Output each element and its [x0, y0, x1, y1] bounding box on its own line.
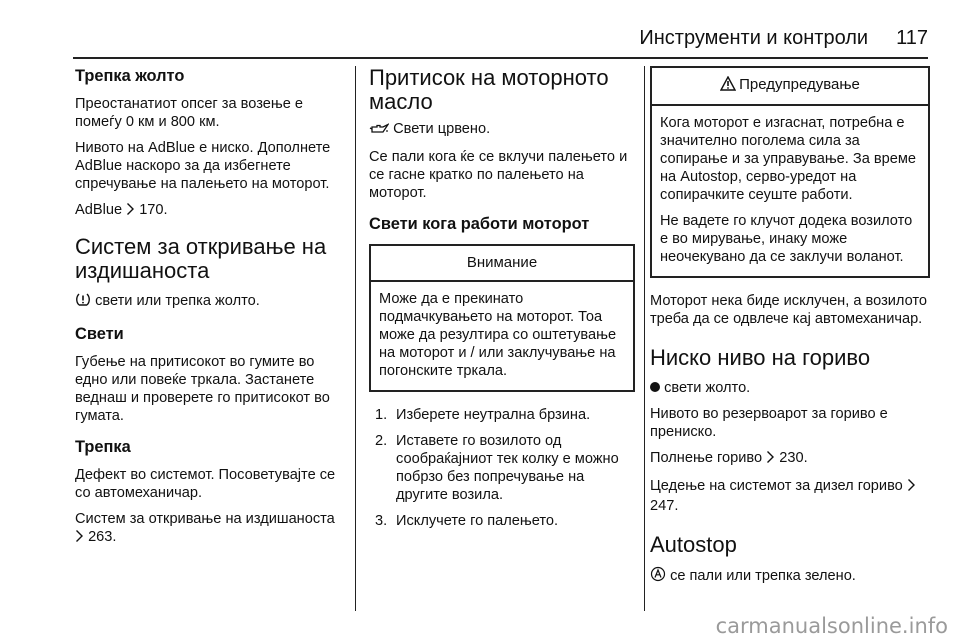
text-pressure-loss: Губење на притисокот во гумите во едно или повеќе тркала. Застанете веднаш и проверете го притисокот во гумата.: [75, 354, 330, 424]
warning-text-1: Кога моторот е изгаснат, потребна е значително поголема сила за сопирање и за управување. За време на Autostop, серво-уредот на сопирачките сеуште работи.: [660, 115, 917, 203]
oil-can-icon: [369, 122, 389, 140]
caution-text: Може да е прекинато подмачкувањето на моторот. Тоа може да резултира со оштетување на моторот и / или заклучување на погонските тркала.: [379, 291, 617, 379]
text-tow: Моторот нека биде исклучен, а возилото треба да се одвлече кај автомеханичар.: [650, 293, 928, 327]
warning-text-2: Не вадете го клучот додека возилото е во мирување, инаку може неочекувано да се заклучи воланот.: [660, 213, 913, 265]
header-title: Инструменти и контроли: [639, 27, 869, 49]
autostop-a-icon: [650, 566, 666, 587]
oil-status: Свети црвено.: [369, 120, 635, 140]
warning-triangle-icon: [720, 76, 736, 96]
diesel-reference: Цедење на системот за дизел гориво 247.: [650, 477, 930, 515]
list-item: 2. Иставете го возилото од сообраќајниот тек колку е можно побрзо без попречување на другите возила.: [375, 433, 619, 503]
fuel-reference: Полнење гориво 230.: [650, 449, 930, 469]
header-rule: [73, 57, 928, 59]
fuel-dot-icon: [650, 382, 660, 392]
heading-autostop: Autostop: [650, 532, 737, 557]
tpms-reference: Систем за откривање на издишаноста 263.: [75, 510, 347, 548]
warning-title: Предупредување: [739, 76, 860, 93]
text-range: Преостанатиот опсег за возење е помеѓу 0 км и 800 км.: [75, 96, 303, 130]
warning-header: [652, 68, 928, 106]
watermark: carmanualsonline.info: [715, 614, 948, 638]
heading-tpms: Систем за откривање на издишаноста: [75, 234, 327, 283]
reference-arrow-icon: [75, 529, 84, 548]
text-adblue-low: Нивото на AdBlue е ниско. Дополнете AdBlue наскоро за да избегнете спречување на палењето на моторот.: [75, 140, 331, 192]
text-malfunction: Дефект во системот. Посоветувајте се со автомеханичар.: [75, 467, 336, 501]
caution-title: Внимание: [371, 246, 633, 282]
heading-engine-running: Свети кога работи моторот: [369, 215, 590, 233]
reference-arrow-icon: [907, 478, 916, 497]
column-3: [650, 66, 930, 595]
reference-arrow-icon: [126, 202, 135, 221]
text-fuel-low: Нивото во резервоарот за гориво е прениско.: [650, 406, 888, 440]
caution-box: [369, 244, 635, 392]
tpms-status: свети или трепка жолто.: [75, 292, 347, 312]
fuel-status: свети жолто.: [650, 379, 930, 397]
heading-low-fuel: Ниско ниво на гориво: [650, 345, 871, 370]
list-item: 1. Изберете неутрална брзина.: [375, 407, 591, 423]
heading-flash: Трепка: [75, 438, 131, 456]
reference-arrow-icon: [766, 450, 775, 469]
heading-on: Свети: [75, 325, 124, 343]
column-1: [75, 66, 347, 556]
autostop-status: се пали или трепка зелено.: [650, 566, 930, 587]
warning-box: [650, 66, 930, 278]
column-2: [369, 66, 635, 538]
text-oil-behaviour: Се пали кога ќе се вклучи палењето и се гасне кратко по палењето на моторот.: [369, 149, 628, 201]
page-number: 117: [896, 27, 928, 49]
steps-list: [369, 406, 635, 530]
adblue-reference: AdBlue 170.: [75, 201, 347, 221]
column-divider-2: [644, 66, 645, 611]
heading-oil-pressure: Притисок на моторното масло: [369, 65, 609, 114]
heading-yellow-flash: Трепка жолто: [75, 67, 185, 85]
tire-pressure-icon: [75, 292, 91, 312]
list-item: 3. Исклучете го палењето.: [375, 513, 559, 529]
column-divider-1: [355, 66, 356, 611]
page-header: [73, 26, 928, 50]
